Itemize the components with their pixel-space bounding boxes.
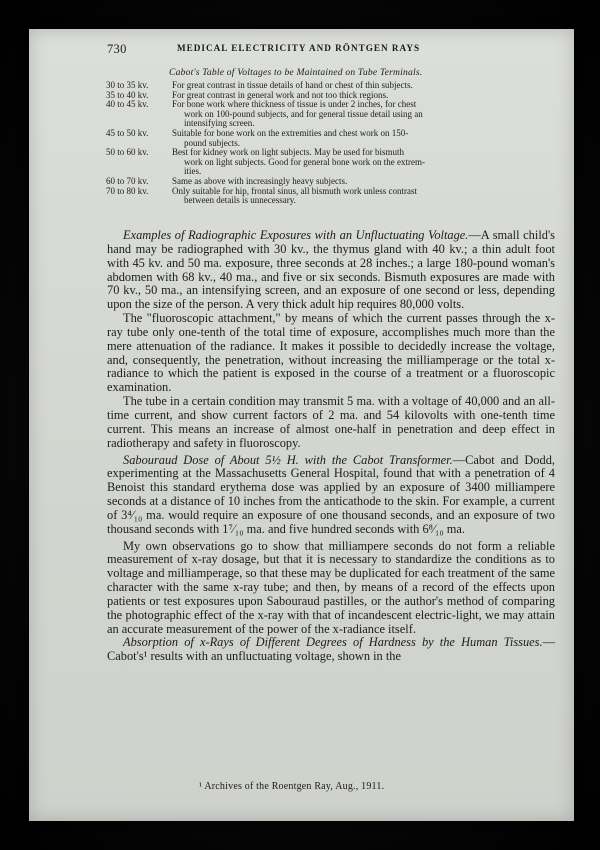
description-line: Same as above with increasingly heavy subjects.: [172, 175, 348, 186]
description-line: For great contrast in general work and not too thick regions.: [172, 89, 389, 100]
description-line: ities.: [184, 166, 202, 177]
paragraph-text: My own observations go to show that milliampere seconds do not form a reliable measurement of x-ray dosage, but that it is necessary to standardize the conditions as to voltage and milliamperage, so that these may be duplicated for each treatment of the same character with the same x-ray tube; and then, by means of a record of the effects upon patients or test exposures upon Sabouraud pastilles, or the author's method of comparing the photographic effect of the x-ray with that of incandescent electric-light, we may attain an accurate measurement of the power of the x-radiance itself.: [107, 538, 555, 636]
paragraph-fluoroscopic: [107, 312, 555, 395]
voltage-description: [172, 129, 558, 148]
paragraph-text: The "fluoroscopic attachment," by means of which the current passes through the x-ray tube only one-tenth of the total time of exposure, accomplishes much more than the mere attenuation of the radiance. It makes it possible to decidedly increase the voltage, and, consequently, the penetration, without increasing the milliamperage or the total x-radiance to which the patient is exposed in the course of a treatment or a fluoroscopic examination.: [107, 311, 555, 395]
description-line: intensifying screen.: [184, 118, 255, 129]
body-text: [107, 226, 555, 664]
paragraph-heading: Examples of Radiographic Exposures with an Unfluctuating Voltage.: [123, 228, 469, 242]
paragraph-tube: [107, 395, 555, 450]
voltage-table-row: [106, 148, 558, 177]
voltage-range: 40 to 45 kv.: [106, 99, 149, 110]
paragraph-observations: [107, 540, 555, 637]
voltage-table-row: [106, 100, 558, 129]
description-line: For great contrast in tissue details of hand or chest of thin subjects.: [172, 80, 413, 90]
voltage-range: 30 to 35 kv.: [106, 80, 149, 90]
description-line: Only suitable for hip, frontal sinus, all bismuth work unless contrast: [172, 185, 417, 196]
voltage-range: 70 to 80 kv.: [106, 185, 149, 196]
paragraph-text: —Cabot and Dodd, experimenting at the Massachusetts General Hospital, found that with a penetration of 4 Benoist this standard erythema dose was applied by an exposure of 3400 milliampere seconds at a distance of 10 inches from the anticathode to the skin. For example, a current of 3⁴⁄₁₀ ma. would require an exposure of one thousand seconds, and an exposure of two thousand seconds with 1⁷⁄₁₀ ma. and five hundred seconds with 6⁸⁄₁₀ ma.: [107, 452, 555, 536]
page-header: [107, 42, 552, 58]
book-page: [29, 29, 574, 821]
description-line: Best for kidney work on light subjects. May be used for bismuth: [172, 147, 404, 158]
voltage-table-row: [106, 187, 558, 206]
paragraph-text: —Cabot's¹ results with an unfluctuating voltage, shown in the: [107, 635, 555, 664]
paragraph-sabouraud: [107, 454, 555, 537]
description-line: For bone work where thickness of tissue is under 2 inches, for chest: [172, 99, 417, 110]
voltage-description: [172, 100, 558, 129]
paragraph-heading: Absorption of x-Rays of Different Degrees of Hardness by the Human Tissues.: [123, 635, 543, 650]
voltage-description: [172, 148, 558, 177]
footnote: ¹ Archives of the Roentgen Ray, Aug., 1911.: [199, 781, 385, 792]
description-line: Suitable for bone work on the extremities and chest work on 150-: [172, 127, 409, 138]
voltage-table-row: [106, 129, 558, 148]
table-title: Cabot's Table of Voltages to be Maintained on Tube Terminals.: [169, 67, 423, 78]
paragraph-text: —A small child's hand may be radiographed with 30 kv., the thymus gland with 40 kv.; a thin adult foot with 45 kv. and 50 ma. exposure, three seconds at 28 inches.; a large 180-pound woman's abdomen with 68 kv., 40 ma., and five or six seconds. Bismuth exposures are made with 70 kv., 50 ma., an intensifying screen, and an exposure of one second or less, depending upon the size of the person. A very thick adult hip requires 80,000 volts.: [107, 228, 556, 312]
description-line: pound subjects.: [184, 137, 240, 148]
voltage-description: [172, 187, 558, 206]
voltage-table: [106, 81, 558, 206]
voltage-range: 35 to 40 kv.: [106, 89, 149, 100]
paragraph-text: The tube in a certain condition may transmit 5 ma. with a voltage of 40,000 and an all-time current, and show current factors of 2 ma. and 54 kilovolts with one-tenth time current. This means an increase of almost one-half in penetration and deep effect in radiotherapy and safety in fluoroscopy.: [107, 394, 555, 450]
voltage-range: 50 to 60 kv.: [106, 147, 149, 158]
paragraph-heading: Sabouraud Dose of About 5½ H. with the Cabot Transformer.: [123, 452, 453, 467]
paragraph-examples: [107, 229, 555, 312]
description-line: between details is unnecessary.: [184, 195, 296, 206]
page-number: 730: [107, 42, 127, 56]
voltage-range: 45 to 50 kv.: [106, 127, 149, 138]
voltage-range: 60 to 70 kv.: [106, 175, 149, 186]
description-line: work on 100-pound subjects, and for general tissue detail using an: [184, 108, 423, 119]
paragraph-absorption: [107, 636, 555, 664]
description-line: work on light subjects. Good for general bone work on the extrem-: [184, 156, 425, 167]
running-head: MEDICAL ELECTRICITY AND RÖNTGEN RAYS: [177, 43, 421, 53]
